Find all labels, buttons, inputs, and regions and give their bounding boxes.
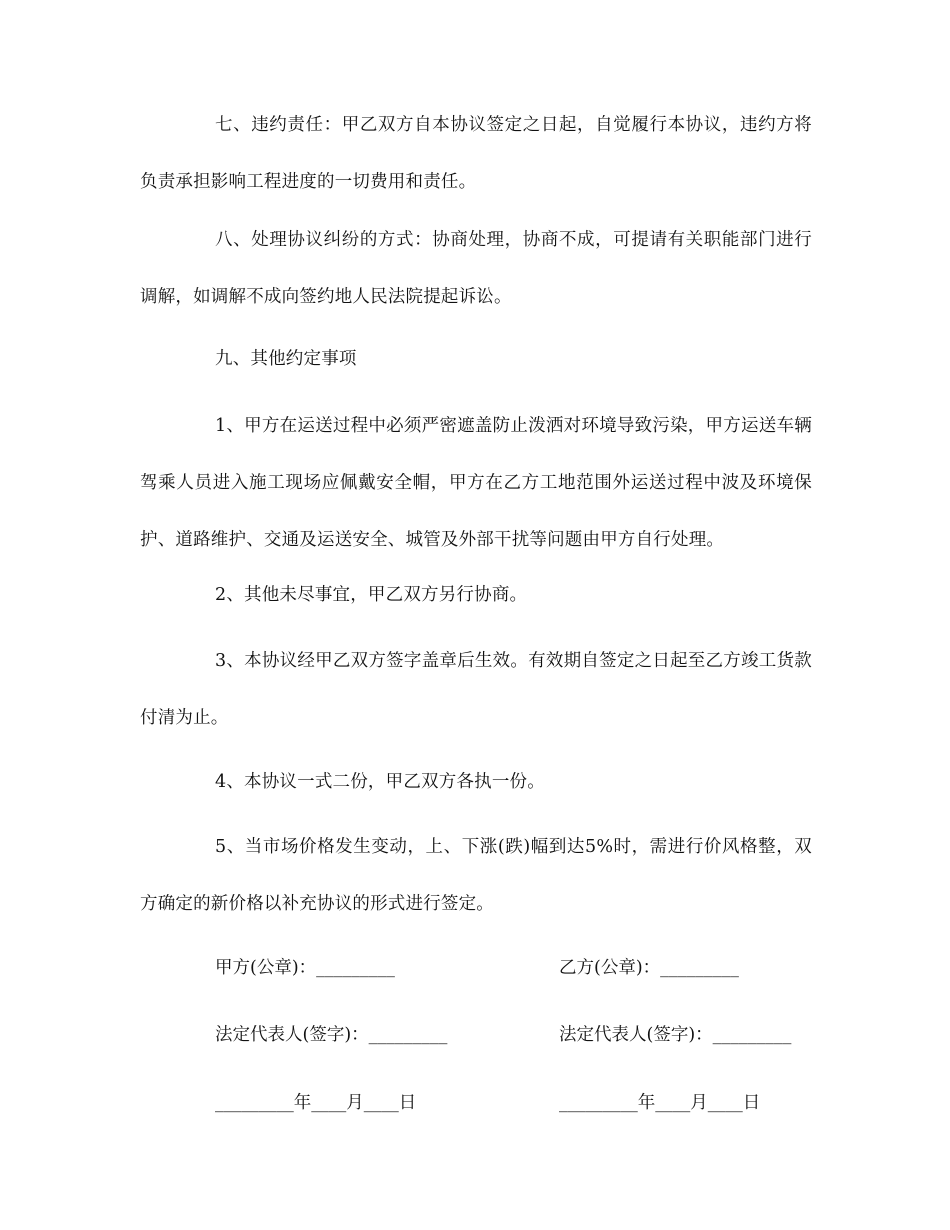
- clause-8-paragraph: 八、处理协议纠纷的方式：协商处理，协商不成，可提请有关职能部门进行调解，如调解不成向签约地人民法院提起诉讼。: [140, 230, 812, 307]
- clause-9-item-5: 5、当市场价格发生变动，上、下涨(跌)幅到达5%时，需进行价风格整，双方确定的新价格以补充协议的形式进行签定。: [140, 837, 812, 914]
- representative-row: [0, 1015, 950, 1055]
- party-a-representative-field: 法定代表人(签字)：_________: [215, 1025, 448, 1045]
- party-b-representative-field: 法定代表人(签字)：_________: [559, 1025, 792, 1045]
- seal-row: [0, 948, 950, 988]
- clause-7-paragraph: 七、违约责任：甲乙双方自本协议签定之日起，自觉履行本协议，违约方将负责承担影响工程进度的一切费用和责任。: [140, 115, 812, 192]
- party-b-date-field: _________年____月____日: [559, 1093, 761, 1113]
- clause-9-item-3: 3、本协议经甲乙双方签字盖章后生效。有效期自签定之日起至乙方竣工货款付清为止。: [140, 651, 812, 728]
- party-a-seal-field: 甲方(公章)：_________: [215, 958, 395, 978]
- clause-9-item-4: 4、本协议一式二份，甲乙双方各执一份。: [215, 772, 545, 792]
- clause-9-item-2: 2、其他未尽事宜，甲乙双方另行协商。: [215, 585, 528, 605]
- clause-9-item-1: 1、甲方在运送过程中必须严密遮盖防止泼洒对环境导致污染，甲方运送车辆驾乘人员进入施工现场应佩戴安全帽，甲方在乙方工地范围外运送过程中波及环境保护、道路维护、交通及运送安全、城管及外部干扰等问题由甲方自行处理。: [140, 416, 812, 550]
- date-row: [0, 1083, 950, 1123]
- party-a-date-field: _________年____月____日: [215, 1093, 417, 1113]
- clause-9-heading: 九、其他约定事项: [215, 349, 357, 369]
- party-b-seal-field: 乙方(公章)：_________: [559, 958, 739, 978]
